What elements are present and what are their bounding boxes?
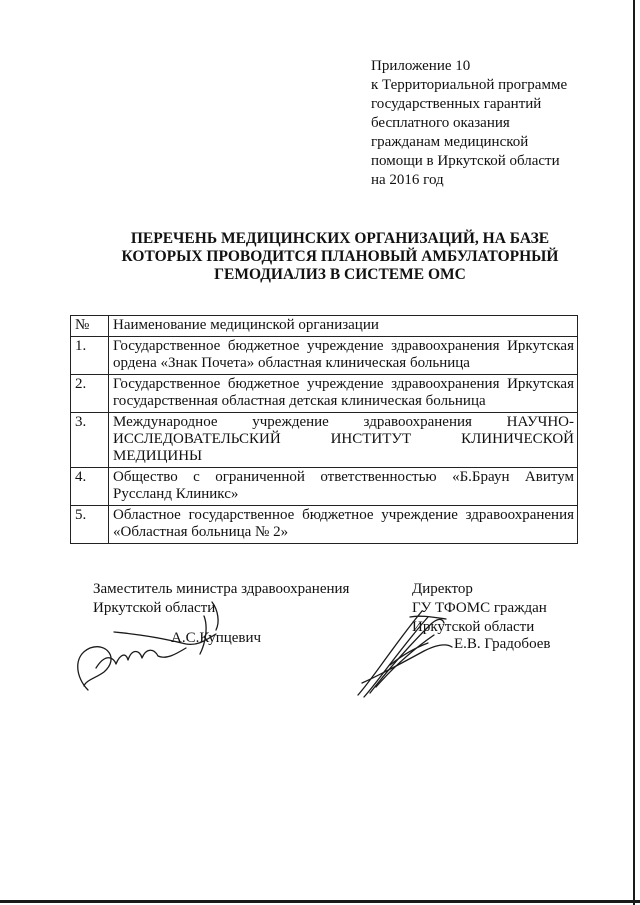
appendix-line: бесплатного оказания [371, 115, 510, 131]
signatory-position: Заместитель министра здравоохранения [93, 581, 350, 597]
document-title [60, 230, 620, 284]
table-row [71, 506, 578, 544]
row-number: 3. [71, 413, 109, 468]
appendix-line: Приложение 10 [371, 58, 471, 74]
organization-name: Государственное бюджетное учреждение здравоохранения Иркутская ордена «Знак Почета» областная клиническая больница [109, 337, 578, 375]
row-number: 2. [71, 375, 109, 413]
signatory-name: Е.В. Градобоев [454, 636, 551, 652]
title-line: КОТОРЫХ ПРОВОДИТСЯ ПЛАНОВЫЙ АМБУЛАТОРНЫЙ [121, 248, 559, 265]
row-number: 4. [71, 468, 109, 506]
title-line: ГЕМОДИАЛИЗ В СИСТЕМЕ ОМС [214, 266, 466, 283]
signatory-region: Иркутской области [412, 619, 535, 635]
column-header-number: № [71, 316, 109, 337]
organization-name: Областное государственное бюджетное учреждение здравоохранения «Областная больница № 2» [109, 506, 578, 544]
table-row [71, 337, 578, 375]
scan-edge-bottom [0, 900, 640, 903]
column-header-name: Наименование медицинской организации [109, 316, 578, 337]
appendix-line: государственных гарантий [371, 96, 542, 112]
table-header-row [71, 316, 578, 337]
table-row [71, 468, 578, 506]
appendix-line: к Территориальной программе [371, 77, 568, 93]
handwritten-signature-right [350, 605, 460, 700]
signatory-organization: ГУ ТФОМС граждан [412, 600, 547, 616]
table-row [71, 413, 578, 468]
organization-name: Международное учреждение здравоохранения НАУЧНО-ИССЛЕДОВАТЕЛЬСКИЙ ИНСТИТУТ КЛИНИЧЕСКОЙ МЕДИЦИНЫ [109, 413, 578, 468]
title-line: ПЕРЕЧЕНЬ МЕДИЦИНСКИХ ОРГАНИЗАЦИЙ, НА БАЗЕ [130, 230, 550, 247]
scan-edge-right [633, 0, 635, 905]
appendix-line: помощи в Иркутской области [371, 153, 560, 169]
organization-name: Государственное бюджетное учреждение здравоохранения Иркутская государственная областная детская клиническая больница [109, 375, 578, 413]
organization-name: Общество с ограниченной ответственностью «Б.Браун Авитум Руссланд Клиникс» [109, 468, 578, 506]
appendix-header [371, 57, 567, 190]
table-row [71, 375, 578, 413]
organizations-table [70, 315, 578, 544]
row-number: 1. [71, 337, 109, 375]
signatory-name: А.С.Купцевич [171, 630, 262, 646]
handwritten-signature-left [66, 590, 241, 700]
signatory-position: Директор [412, 581, 473, 597]
signatory-region: Иркутской области [93, 600, 216, 616]
row-number: 5. [71, 506, 109, 544]
appendix-line: гражданам медицинской [371, 134, 529, 150]
appendix-line: на 2016 год [371, 172, 444, 188]
